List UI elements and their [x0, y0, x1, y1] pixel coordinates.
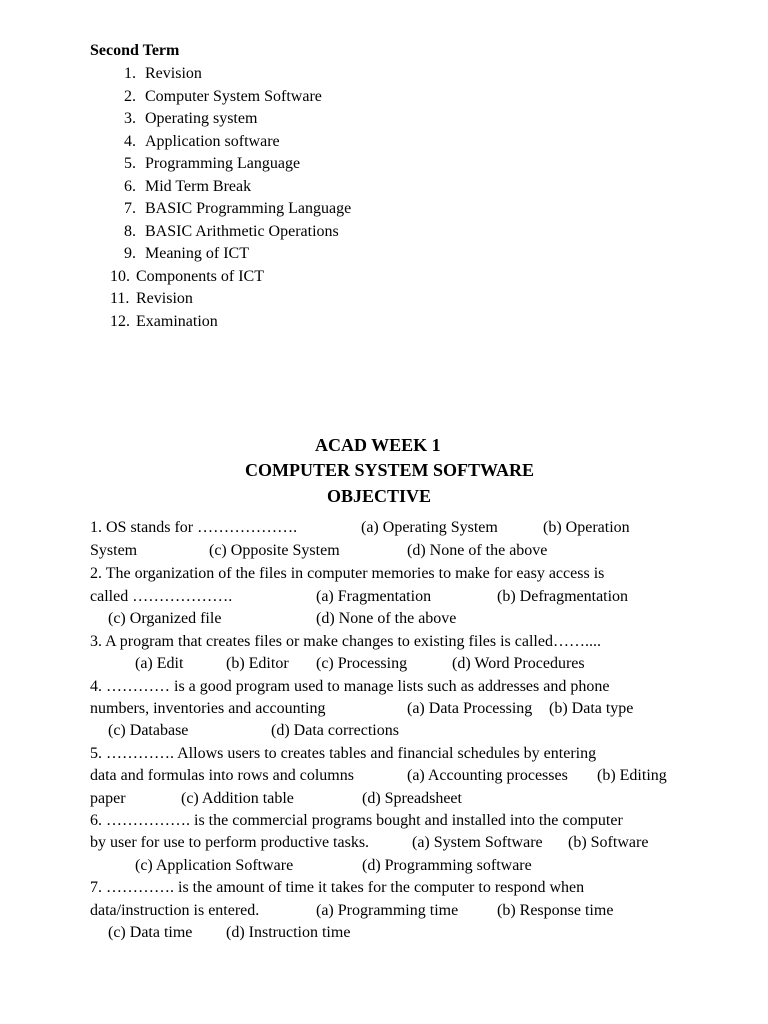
list-item — [90, 108, 351, 131]
list-item-number: 1. — [124, 65, 136, 82]
week-title: ACAD WEEK 1 — [315, 435, 441, 455]
list-item — [90, 311, 351, 334]
option-c: (c) Application Software — [135, 857, 294, 874]
list-item — [90, 176, 351, 199]
list-item — [90, 221, 351, 244]
question-stem-continued: by user for use to perform productive tasks. — [90, 834, 370, 851]
question-stem: 2. The organization of the files in computer memories to make for easy access is — [90, 565, 605, 582]
term-heading: Second Term — [90, 42, 180, 59]
option-a: (a) System Software — [412, 834, 543, 851]
question-stem: 6. ……………. is the commercial programs bought and installed into the computer — [90, 812, 623, 829]
list-item-number: 7. — [124, 200, 136, 217]
option-b: (b) Defragmentation — [497, 588, 629, 605]
option-b: (b) Response time — [497, 902, 614, 919]
list-item-number: 9. — [124, 245, 136, 262]
list-item — [90, 266, 351, 289]
list-item-number: 12. — [110, 312, 130, 330]
option-a: (a) Data Processing — [407, 700, 533, 717]
list-item-number: 11. — [110, 290, 130, 307]
list-item-text: Components of ICT — [136, 267, 264, 285]
option-a: (a) Accounting processes — [407, 767, 568, 784]
option-b: (b) Operation — [543, 519, 630, 536]
option-b: (b) Software — [568, 834, 649, 851]
option-d: (d) Programming software — [362, 857, 532, 874]
list-item-number: 10. — [110, 267, 130, 285]
option-a: (a) Programming time — [316, 902, 459, 919]
list-item — [90, 131, 351, 154]
subject-title: COMPUTER SYSTEM SOFTWARE — [245, 460, 535, 480]
option-c: (c) Data time — [108, 924, 193, 941]
list-item-text: Programming Language — [145, 155, 301, 172]
list-item-number: 6. — [124, 177, 136, 195]
option-d: (d) Word Procedures — [452, 655, 585, 672]
option-c: (c) Addition table — [181, 790, 294, 807]
option-d: (d) None of the above — [407, 542, 548, 559]
option-b: (b) Editor — [226, 655, 289, 672]
list-item-text: Operating system — [145, 110, 258, 127]
list-item-text: Revision — [145, 65, 202, 82]
option-b: (b) Editing — [597, 767, 667, 784]
option-b: (b) Data type — [549, 700, 634, 717]
list-item-number: 2. — [124, 87, 136, 105]
list-item-number: 8. — [124, 222, 136, 240]
option-c: (c) Opposite System — [209, 542, 340, 559]
list-item-number: 5. — [124, 155, 136, 172]
list-item — [90, 63, 351, 86]
question-stem-continued: data and formulas into rows and columns — [90, 767, 354, 784]
option-d: (d) Data corrections — [271, 722, 399, 739]
list-item-text: Mid Term Break — [145, 177, 252, 195]
list-item — [90, 153, 351, 176]
option-b-continued: System — [90, 542, 138, 559]
option-d: (d) Instruction time — [226, 924, 351, 941]
list-item-text: Application software — [145, 132, 280, 150]
option-a: (a) Operating System — [361, 519, 498, 536]
question-stem: 3. A program that creates files or make changes to existing files is called…….... — [90, 633, 601, 650]
option-c: (c) Database — [108, 722, 189, 739]
option-c: (c) Organized file — [108, 610, 222, 627]
question-stem-continued: called ………………. — [90, 588, 233, 605]
question-stem-continued: data/instruction is entered. — [90, 902, 260, 919]
option-a: (a) Edit — [135, 655, 184, 672]
question-stem-continued: numbers, inventories and accounting — [90, 700, 326, 717]
list-item-number: 4. — [124, 132, 136, 150]
list-item-text: Examination — [136, 312, 218, 330]
list-item-text: BASIC Programming Language — [145, 200, 352, 217]
list-item — [90, 288, 351, 311]
section-kind-title: OBJECTIVE — [327, 486, 432, 506]
option-b-continued: paper — [90, 790, 126, 807]
list-item-text: BASIC Arithmetic Operations — [145, 222, 339, 240]
list-item-text: Meaning of ICT — [145, 245, 249, 262]
option-a: (a) Fragmentation — [316, 588, 432, 605]
question-stem: 1. OS stands for ………………. — [90, 519, 298, 536]
list-item — [90, 198, 351, 221]
question-stem: 7. …………. is the amount of time it takes for the computer to respond when — [90, 879, 585, 896]
option-d: (d) Spreadsheet — [362, 790, 462, 807]
option-c: (c) Processing — [316, 655, 408, 672]
option-d: (d) None of the above — [316, 610, 457, 627]
list-item-number: 3. — [124, 110, 136, 127]
list-item-text: Revision — [136, 290, 193, 307]
question-stem: 4. ………… is a good program used to manage lists such as addresses and phone — [90, 678, 610, 695]
question-stem: 5. …………. Allows users to creates tables and financial schedules by entering — [90, 745, 597, 762]
list-item — [90, 243, 351, 266]
list-item — [90, 86, 351, 109]
list-item-text: Computer System Software — [145, 87, 322, 105]
topic-list — [90, 63, 351, 333]
